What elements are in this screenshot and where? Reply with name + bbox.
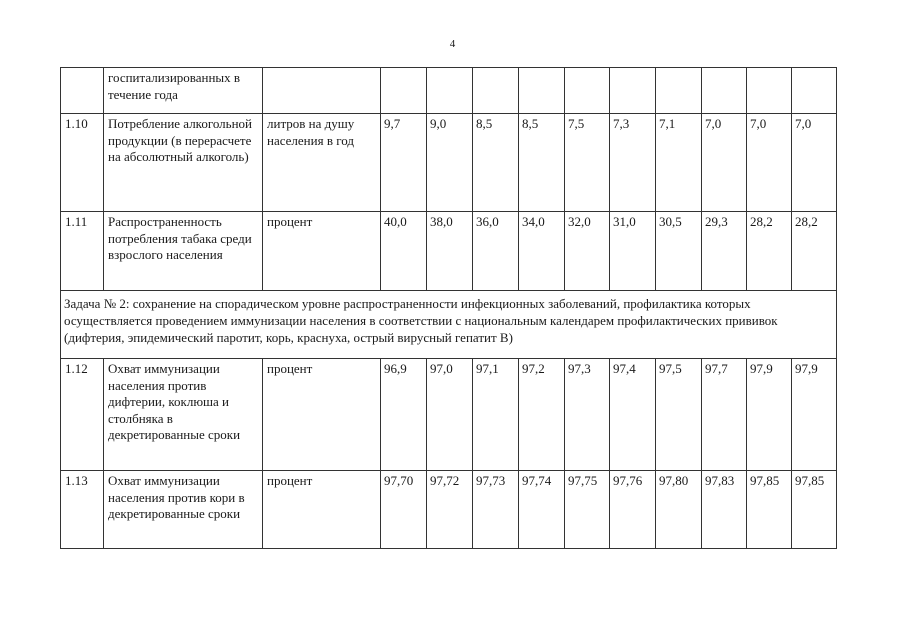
table-row bbox=[61, 471, 837, 549]
year-value bbox=[656, 68, 702, 114]
row-number: 1.10 bbox=[61, 114, 104, 212]
page-number: 4 bbox=[449, 38, 456, 50]
year-value bbox=[427, 68, 473, 114]
table-row bbox=[61, 359, 837, 471]
year-value: 97,2 bbox=[519, 359, 565, 471]
year-value: 7,3 bbox=[610, 114, 656, 212]
row-number bbox=[61, 68, 104, 114]
year-value: 28,2 bbox=[747, 212, 792, 291]
year-value: 9,0 bbox=[427, 114, 473, 212]
indicator-unit: процент bbox=[263, 212, 381, 291]
year-value: 97,3 bbox=[565, 359, 610, 471]
year-value: 40,0 bbox=[381, 212, 427, 291]
row-number: 1.12 bbox=[61, 359, 104, 471]
year-value: 31,0 bbox=[610, 212, 656, 291]
year-value bbox=[610, 68, 656, 114]
year-value: 7,1 bbox=[656, 114, 702, 212]
year-value: 97,80 bbox=[656, 471, 702, 549]
year-value: 97,0 bbox=[427, 359, 473, 471]
year-value: 7,5 bbox=[565, 114, 610, 212]
indicator-unit: литров на душу населения в год bbox=[263, 114, 381, 212]
year-value: 97,73 bbox=[473, 471, 519, 549]
year-value: 97,70 bbox=[381, 471, 427, 549]
year-value: 97,75 bbox=[565, 471, 610, 549]
indicator-unit bbox=[263, 68, 381, 114]
year-value: 7,0 bbox=[747, 114, 792, 212]
year-value: 36,0 bbox=[473, 212, 519, 291]
indicator-unit: процент bbox=[263, 359, 381, 471]
indicator-name: Потребление алкогольной продукции (в перерасчете на абсолютный алкоголь) bbox=[104, 114, 263, 212]
year-value: 8,5 bbox=[519, 114, 565, 212]
year-value bbox=[381, 68, 427, 114]
year-value: 97,9 bbox=[792, 359, 837, 471]
year-value: 34,0 bbox=[519, 212, 565, 291]
year-value: 97,7 bbox=[702, 359, 747, 471]
year-value: 7,0 bbox=[702, 114, 747, 212]
table-row bbox=[61, 291, 837, 359]
year-value: 97,5 bbox=[656, 359, 702, 471]
year-value bbox=[702, 68, 747, 114]
year-value: 97,72 bbox=[427, 471, 473, 549]
table-row bbox=[61, 212, 837, 291]
year-value bbox=[792, 68, 837, 114]
row-number: 1.11 bbox=[61, 212, 104, 291]
indicator-name: Распространенность потребления табака среди взрослого населения bbox=[104, 212, 263, 291]
year-value: 97,4 bbox=[610, 359, 656, 471]
year-value: 97,74 bbox=[519, 471, 565, 549]
year-value bbox=[473, 68, 519, 114]
year-value: 97,76 bbox=[610, 471, 656, 549]
year-value: 38,0 bbox=[427, 212, 473, 291]
year-value bbox=[519, 68, 565, 114]
indicators-table bbox=[60, 67, 837, 549]
indicator-unit: процент bbox=[263, 471, 381, 549]
row-number: 1.13 bbox=[61, 471, 104, 549]
indicator-name: госпитализированных в течение года bbox=[104, 68, 263, 114]
indicator-name: Охват иммунизации населения против дифтерии, коклюша и столбняка в декретированные сроки bbox=[104, 359, 263, 471]
year-value: 97,85 bbox=[792, 471, 837, 549]
indicator-name: Охват иммунизации населения против кори в декретированные сроки bbox=[104, 471, 263, 549]
year-value: 30,5 bbox=[656, 212, 702, 291]
year-value: 97,85 bbox=[747, 471, 792, 549]
year-value: 32,0 bbox=[565, 212, 610, 291]
year-value: 7,0 bbox=[792, 114, 837, 212]
year-value: 97,1 bbox=[473, 359, 519, 471]
year-value: 97,83 bbox=[702, 471, 747, 549]
task-heading: Задача № 2: сохранение на спорадическом уровне распространенности инфекционных заболеваний, профилактика которых осуществляется проведением иммунизации населения в соответствии с национальным календарем профилактических прививок (дифтерия, эпидемический паротит, корь, краснуха, острый вирусный гепатит В) bbox=[61, 291, 837, 359]
year-value bbox=[747, 68, 792, 114]
year-value bbox=[565, 68, 610, 114]
table-row bbox=[61, 114, 837, 212]
table-row bbox=[61, 68, 837, 114]
year-value: 96,9 bbox=[381, 359, 427, 471]
year-value: 97,9 bbox=[747, 359, 792, 471]
year-value: 8,5 bbox=[473, 114, 519, 212]
year-value: 28,2 bbox=[792, 212, 837, 291]
year-value: 9,7 bbox=[381, 114, 427, 212]
year-value: 29,3 bbox=[702, 212, 747, 291]
